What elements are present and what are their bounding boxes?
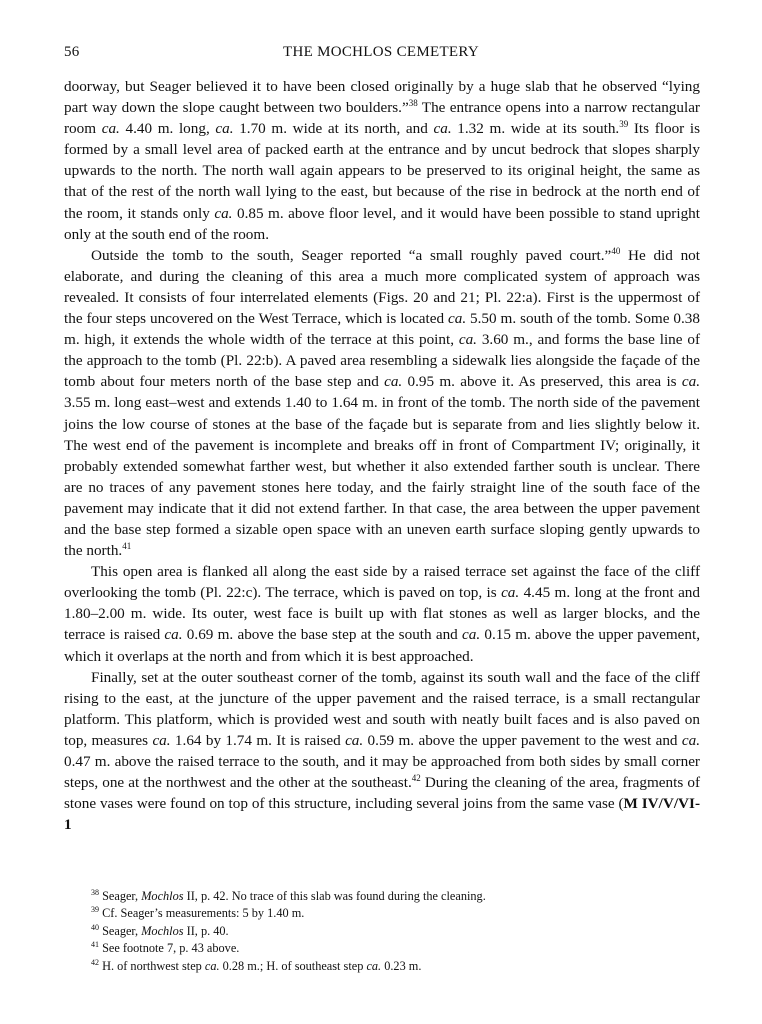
page-number: 56 [64, 44, 80, 60]
paragraph-1: doorway, but Seager believed it to have been closed originally by a huge slab that he observed “lying part way down the slope caught between two boulders.”$^{38}$ The entrance opens into a narrow rectangular room ca. 4.40 m. long, ca. 1.70 m. wide at its north, and ca. 1.32 m. wide at its south.$^{39}$ Its floor is formed by a small level area of packed earth at the entrance and by uncut bedrock that slopes sharply upwards to the north. The north wall again appears to be preserved to its original height, the same as that of the rest of the north wall lying to the east, but because of the rise in bedrock at the north end of the room, it stands only ca. 0.85 m. above floor level, and it would have been possible to stand upright only at the south end of the room. [64, 78, 701, 243]
footnote-ref-41[interactable]: 41 [122, 541, 132, 552]
footnote-ref-38[interactable]: 38 [408, 98, 418, 109]
paragraph-3: This open area is flanked all along the east side by a raised terrace set against the face of the cliff overlooking the tomb (Pl. 22:c). The terrace, which is paved on top, is ca. 4.45 m. long at the front and 1.80–2.00 m. wide. Its outer, west face is built up with flat stones as well as larger blocks, and the terrace is raised ca. 0.69 m. above the base step at the south and ca. 0.15 m. above the upper pavement, which it overlaps at the north and from which it is best approached. [64, 563, 701, 665]
paragraph-4: Finally, set at the outer southeast corner of the tomb, against its south wall and the face of the cliff rising to the east, at the juncture of the upper pavement and the raised terrace, is a small rectangular platform. This platform, which is provided west and south with neatly built faces and is also paved on top, measures ca. 1.64 by 1.74 m. It is raised ca. 0.59 m. above the upper pavement to the west and ca. 0.47 m. above the raised terrace to the south, and it may be approached from both sides by small corner steps, one at the northwest and the other at the southeast.$^{42}$ During the cleaning of the area, fragments of stone vases were found on top of this structure, including several joins from the same vase (M IV/V/VI-1 [64, 668, 701, 834]
running-title: THE MOCHLOS CEMETERY [282, 44, 479, 60]
footnote-ref-42[interactable]: 42 [411, 773, 421, 784]
running-header [64, 44, 698, 66]
body-text [64, 76, 700, 835]
footnote: $^{42}$ H. of northwest step ca. 0.28 m.; H. of southeast step ca. 0.23 m. [91, 957, 422, 973]
footnote: $^{40}$ Seager, Mochlos II, p. 40. [91, 922, 229, 938]
footnote: $^{41}$ See footnote 7, p. 43 above. [91, 940, 240, 956]
paragraph-2: Outside the tomb to the south, Seager reported “a small roughly paved court.”$^{40}$ He did not elaborate, and during the cleaning of this area a much more complicated system of approach was revealed. It consists of four interrelated elements (Figs. 20 and 21; Pl. 22:a). First is the uppermost of the four steps uncovered on the West Terrace, which is located ca. 5.50 m. south of the tomb. Some 0.38 m. high, it extends the whole width of the terrace at this point, ca. 3.60 m., and forms the base line of the approach to the tomb (Pl. 22:b). A paved area resembling a sidewalk lies alongside the façade of the tomb about four meters north of the base step and ca. 0.95 m. above it. As preserved, this area is ca. 3.55 m. long east–west and extends 1.40 to 1.64 m. in front of the tomb. The north side of the pavement joins the low course of stones at the base of the façade but is separate from and lies slightly below it. The west end of the pavement is incomplete and breaks off in front of Compartment IV; originally, it probably extended somewhat farther west, but whether it also extended farther south is unclear. There are no traces of any pavement stones here today, and the fairly straight line of the south face of the pavement may indicate that it did not extend farther. In that case, the area between the upper pavement and the base step formed a sizable open space with an uneven earth surface sloping gently upwards to the north.$^{41}$ [64, 245, 701, 560]
footnote: $^{38}$ Seager, Mochlos II, p. 42. No trace of this slab was found during the cleaning. [91, 888, 486, 903]
footnote-ref-39[interactable]: 39 [619, 119, 629, 130]
footnote-ref-40[interactable]: 40 [611, 245, 621, 256]
footnotes [64, 888, 700, 975]
footnote: $^{39}$ Cf. Seager’s measurements: 5 by 1.40 m. [91, 905, 305, 921]
catalog-reference: M IV/V/VI-1 [64, 795, 700, 834]
